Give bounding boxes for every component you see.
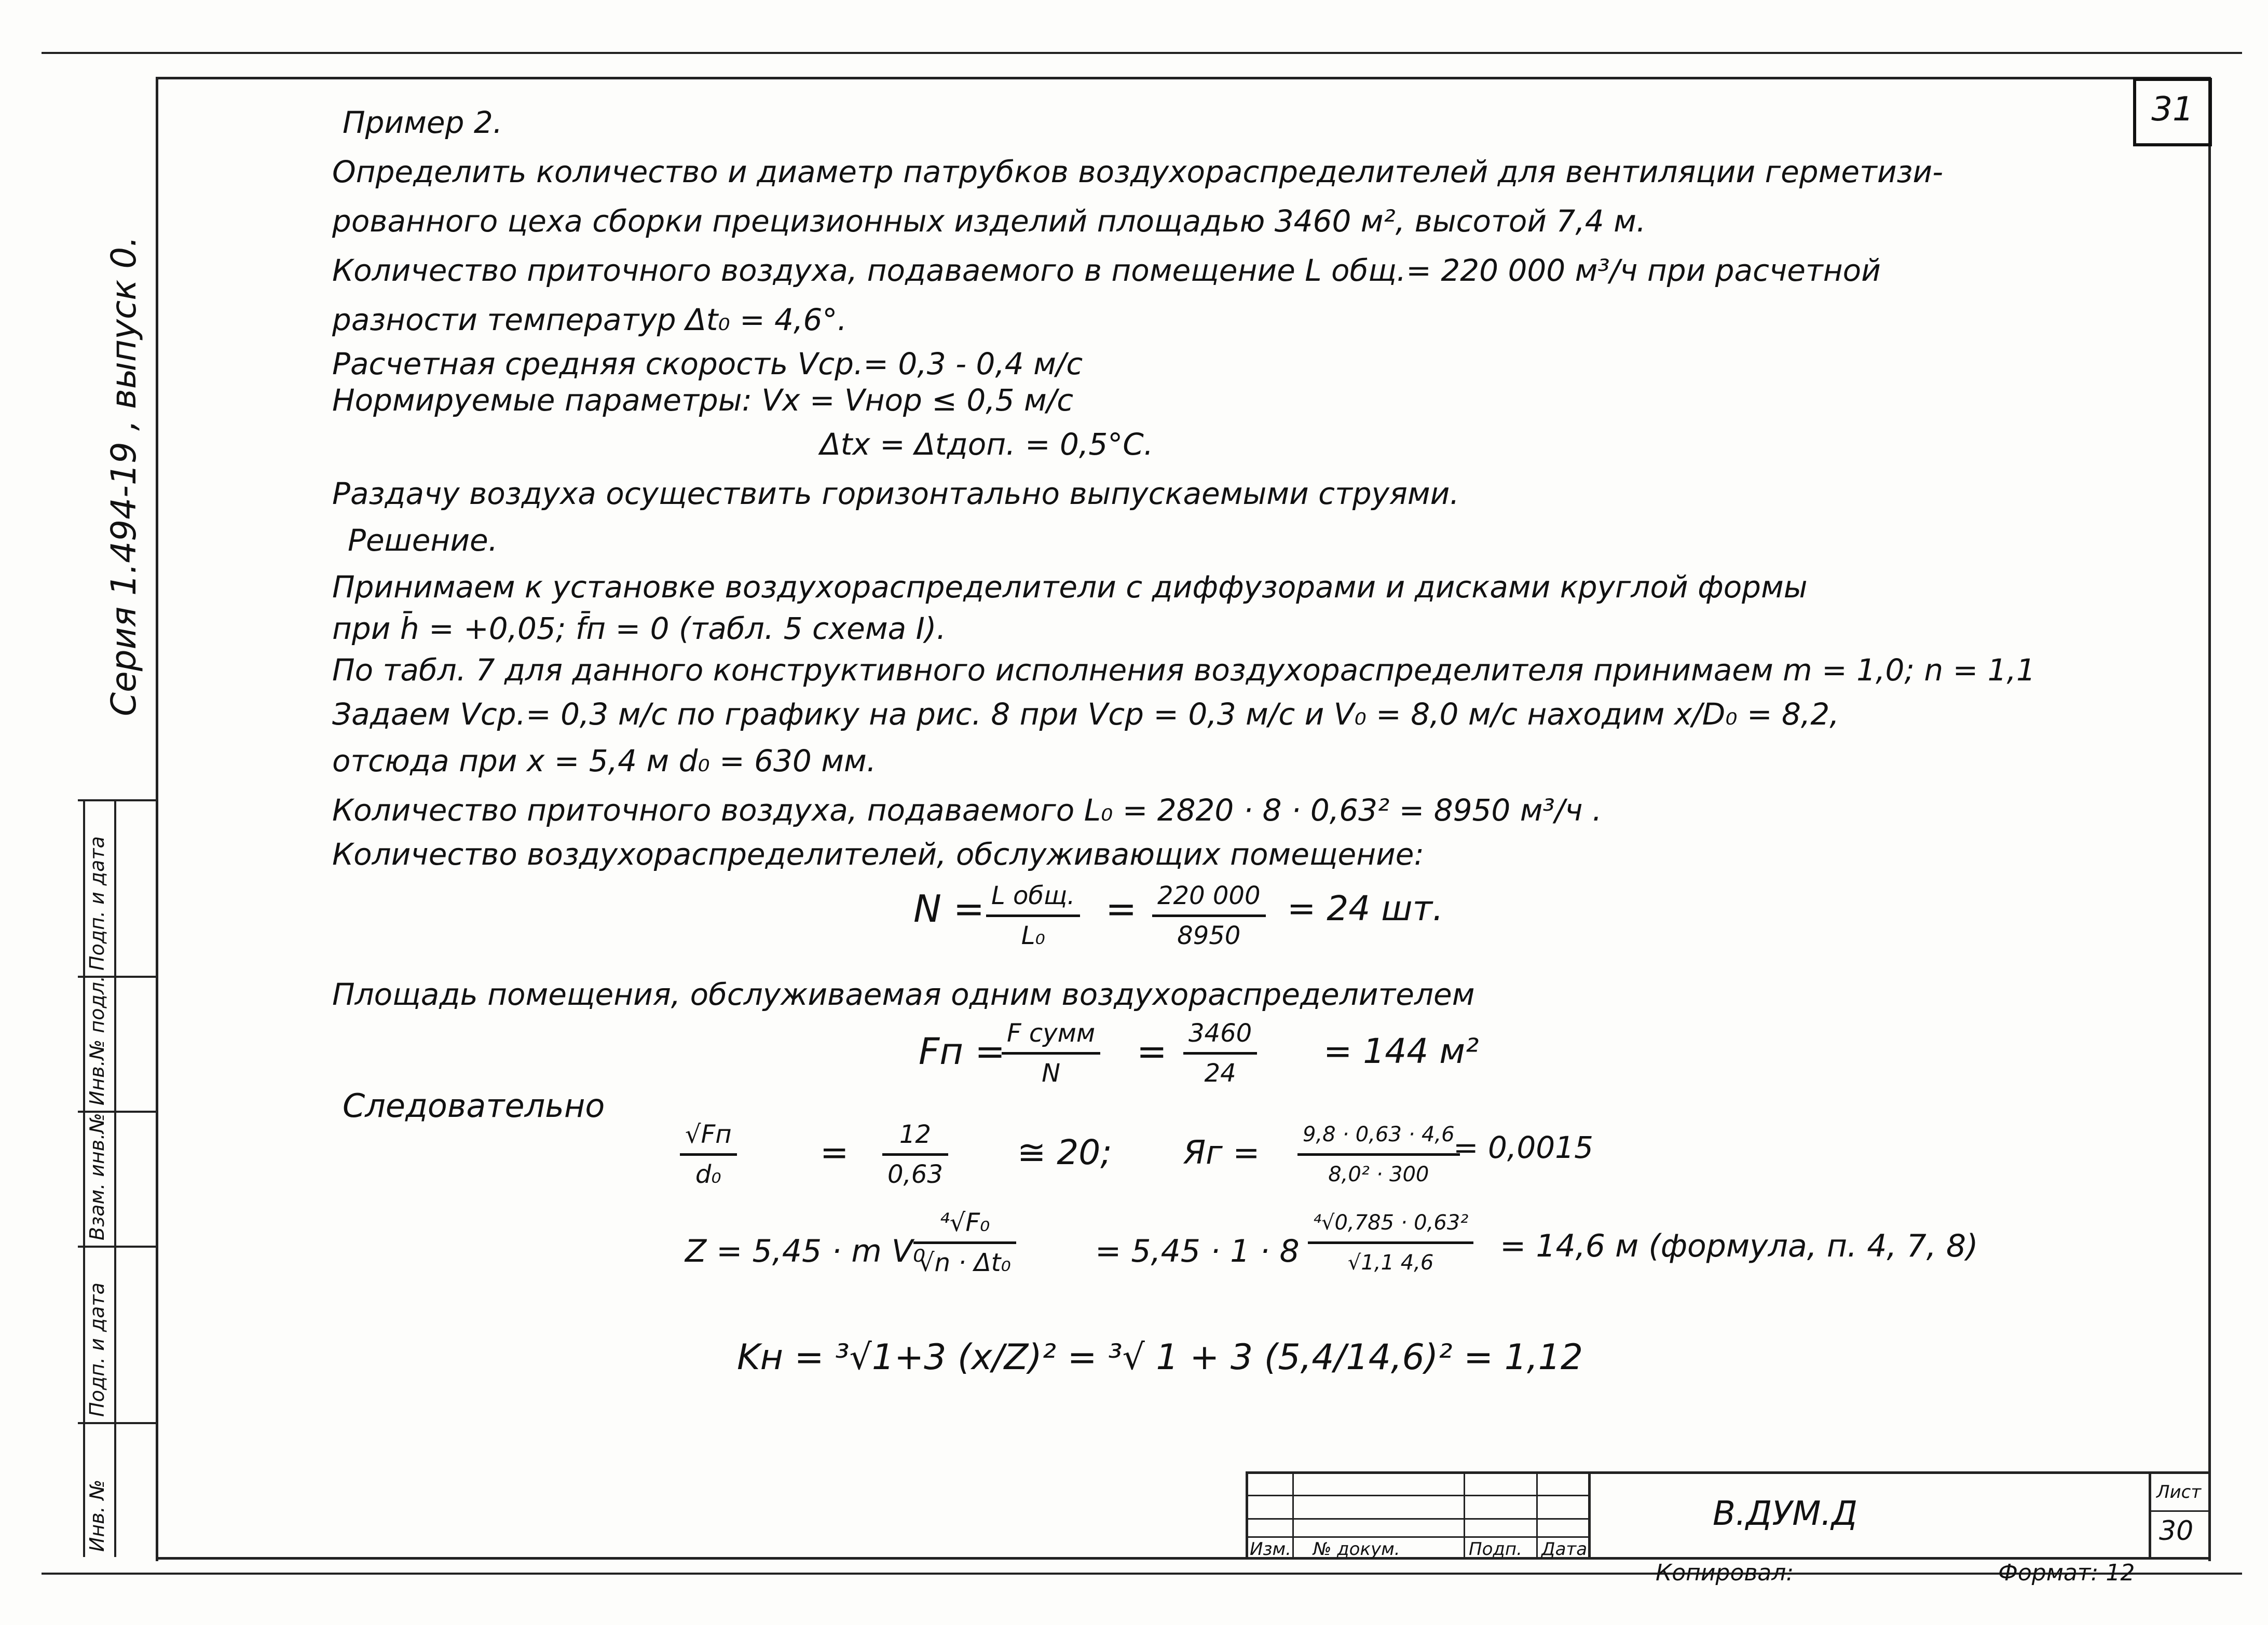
text-line: Нормируемые параметры: Vх = Vнор ≤ 0,5 м/с — [332, 383, 1074, 418]
stamp-cell-label: Подп. и дата — [86, 836, 108, 971]
fraction-denominator: 8950 — [1177, 921, 1241, 950]
formula-z-lhs: Z = 5,45 · m V₀ — [685, 1233, 925, 1269]
tb-col-label: Дата — [1541, 1539, 1588, 1560]
fraction-numerator: ⁴√F₀ — [913, 1204, 1016, 1244]
text-line: Количество приточного воздуха, подаваемого L₀ = 2820 · 8 · 0,63² = 8950 м³/ч . — [332, 793, 1602, 828]
fraction-denominator: 8,0² · 300 — [1328, 1163, 1429, 1186]
title-block — [1246, 1471, 2211, 1560]
series-label: Серия 1.494-19 , выпуск 0. — [104, 236, 144, 716]
inner-right-border — [2208, 77, 2211, 1561]
stamp-vertical-line — [83, 799, 85, 1557]
tb-left — [1246, 1471, 1248, 1560]
formula-n-fraction-1 — [986, 877, 1080, 954]
formula-z-mid: = 5,45 · 1 · 8 — [1095, 1233, 1300, 1269]
formula-f-fraction-2 — [1183, 1015, 1257, 1092]
sheet-label: Лист — [2156, 1482, 2202, 1503]
tb-row-line — [2149, 1510, 2211, 1512]
stamp-cell-label: Инв. № — [86, 1479, 108, 1552]
stamp-cell-label: Подп. и дата — [86, 1282, 108, 1417]
formula-a-lhs: Яг = — [1183, 1134, 1260, 1171]
stamp-cell-label: Взам. инв.№ — [86, 1113, 108, 1240]
tb-col-line — [1536, 1471, 1538, 1560]
text-line: Количество воздухораспределителей, обслуживающих помещение: — [332, 837, 1425, 872]
fraction-denominator: √n · Δt₀ — [919, 1248, 1011, 1277]
text-line: рованного цеха сборки прецизионных изделий площадью 3460 м², высотой 7,4 м. — [332, 203, 1646, 239]
sheet-value: 30 — [2159, 1515, 2194, 1547]
formula-z-result: = 14,6 м (формула, п. 4, 7, 8) — [1500, 1228, 1978, 1264]
fraction-numerator: 9,8 · 0,63 · 4,6 — [1297, 1116, 1460, 1156]
formula-f-result: = 144 м² — [1323, 1031, 1479, 1071]
copied-by: Копировал: — [1656, 1560, 1794, 1586]
text-line: Площадь помещения, обслуживаемая одним воздухораспределителем — [332, 977, 1475, 1012]
stamp-divider — [78, 1422, 156, 1424]
fraction-denominator: 24 — [1204, 1059, 1236, 1088]
stamp-vertical-line-2 — [114, 799, 116, 1557]
inner-top-border — [156, 77, 2211, 79]
formula-n-fraction-2 — [1152, 877, 1266, 954]
formula-f-fraction-1 — [1002, 1015, 1100, 1092]
formula-ratio-result: ≅ 20; — [1017, 1132, 1112, 1172]
formula-z-fraction-1 — [913, 1204, 1016, 1281]
formula-ratio-fraction-2 — [882, 1116, 948, 1193]
tb-top — [1246, 1471, 2211, 1474]
formula-ratio-fraction-1 — [680, 1116, 737, 1193]
tb-col-line — [2149, 1471, 2151, 1560]
text-line: Определить количество и диаметр патрубков воздухораспределителей для вентиляции герметизи- — [332, 154, 1943, 189]
format-label: Формат: 12 — [1998, 1560, 2135, 1586]
tb-col-line — [1464, 1471, 1465, 1560]
fraction-denominator: 0,63 — [887, 1160, 943, 1189]
fraction-numerator: 220 000 — [1152, 877, 1266, 917]
text-line: Расчетная средняя скорость Vср.= 0,3 - 0,4 м/с — [332, 346, 1083, 381]
stamp-cell-label: Инв.№ подл. — [86, 975, 108, 1105]
formula-n-eq: = — [1105, 887, 1137, 931]
fraction-numerator: F сумм — [1002, 1015, 1100, 1055]
fraction-numerator: √Fп — [680, 1116, 737, 1156]
text-line: Следовательно — [343, 1087, 605, 1125]
outer-bottom-border — [42, 1573, 2242, 1575]
fraction-denominator: L₀ — [1021, 921, 1045, 950]
stamp-divider — [78, 1246, 156, 1248]
fraction-numerator: 12 — [882, 1116, 948, 1156]
fraction-denominator: N — [1042, 1059, 1060, 1088]
outer-top-border — [42, 52, 2242, 54]
tb-col-label: Изм. — [1250, 1539, 1291, 1560]
formula-n-result: = 24 шт. — [1287, 889, 1444, 928]
tb-col-line — [1588, 1471, 1591, 1560]
formula-ratio-eq: = — [820, 1132, 849, 1172]
section-heading: Решение. — [348, 523, 498, 558]
text-line: Пример 2. — [343, 105, 503, 140]
text-line: отсюда при x = 5,4 м d₀ = 630 мм. — [332, 743, 877, 779]
text-line: Задаем Vср.= 0,3 м/с по графику на рис. 8 при Vср = 0,3 м/с и V₀ = 8,0 м/с находим x/D₀ = 8,2, — [332, 697, 1839, 732]
text-line: Количество приточного воздуха, подаваемого в помещение L общ.= 220 000 м³/ч при расчетной — [332, 253, 1881, 288]
formula-f-lhs: Fп = — [919, 1030, 1005, 1073]
text-line: разности температур Δt₀ = 4,6°. — [332, 302, 847, 337]
sheet-number-box — [2133, 78, 2212, 146]
formula-a-fraction — [1297, 1116, 1460, 1193]
fraction-denominator: d₀ — [695, 1160, 721, 1189]
document-code: В.ДУМ.Д — [1713, 1495, 1857, 1533]
formula-a-result: = 0,0015 — [1453, 1130, 1593, 1165]
fraction-denominator: √1,1 4,6 — [1347, 1251, 1434, 1275]
sheet-number: 31 — [2151, 90, 2194, 129]
text-line: Δtх = Δtдоп. = 0,5°С. — [820, 427, 1154, 462]
formula-n-lhs: N = — [913, 887, 985, 931]
formula-f-eq: = — [1137, 1030, 1167, 1073]
text-line: Раздачу воздуха осуществить горизонтально выпускаемыми струями. — [332, 476, 1459, 511]
tb-col-label: Подп. — [1469, 1539, 1522, 1560]
tb-col-label: № докум. — [1313, 1539, 1400, 1560]
inner-left-border — [156, 77, 158, 1561]
tb-col-line — [1292, 1471, 1294, 1560]
fraction-numerator: L общ. — [986, 877, 1080, 917]
stamp-divider — [78, 799, 156, 801]
formula-k: Kн = ³√1+3 (x/Z)² = ³√ 1 + 3 (5,4/14,6)² = 1,12 — [737, 1337, 1583, 1378]
fraction-numerator: ⁴√0,785 · 0,63² — [1308, 1204, 1473, 1244]
text-line: Принимаем к установке воздухораспределители с диффузорами и дисками круглой формы — [332, 569, 1808, 605]
text-line: при h̄ = +0,05; f̄п = 0 (табл. 5 схема I). — [332, 611, 946, 646]
text-line: По табл. 7 для данного конструктивного исполнения воздухораспределителя принимаем m = 1,0; n = 1,1 — [332, 652, 2035, 688]
formula-z-fraction-2 — [1308, 1204, 1473, 1281]
fraction-numerator: 3460 — [1183, 1015, 1257, 1055]
